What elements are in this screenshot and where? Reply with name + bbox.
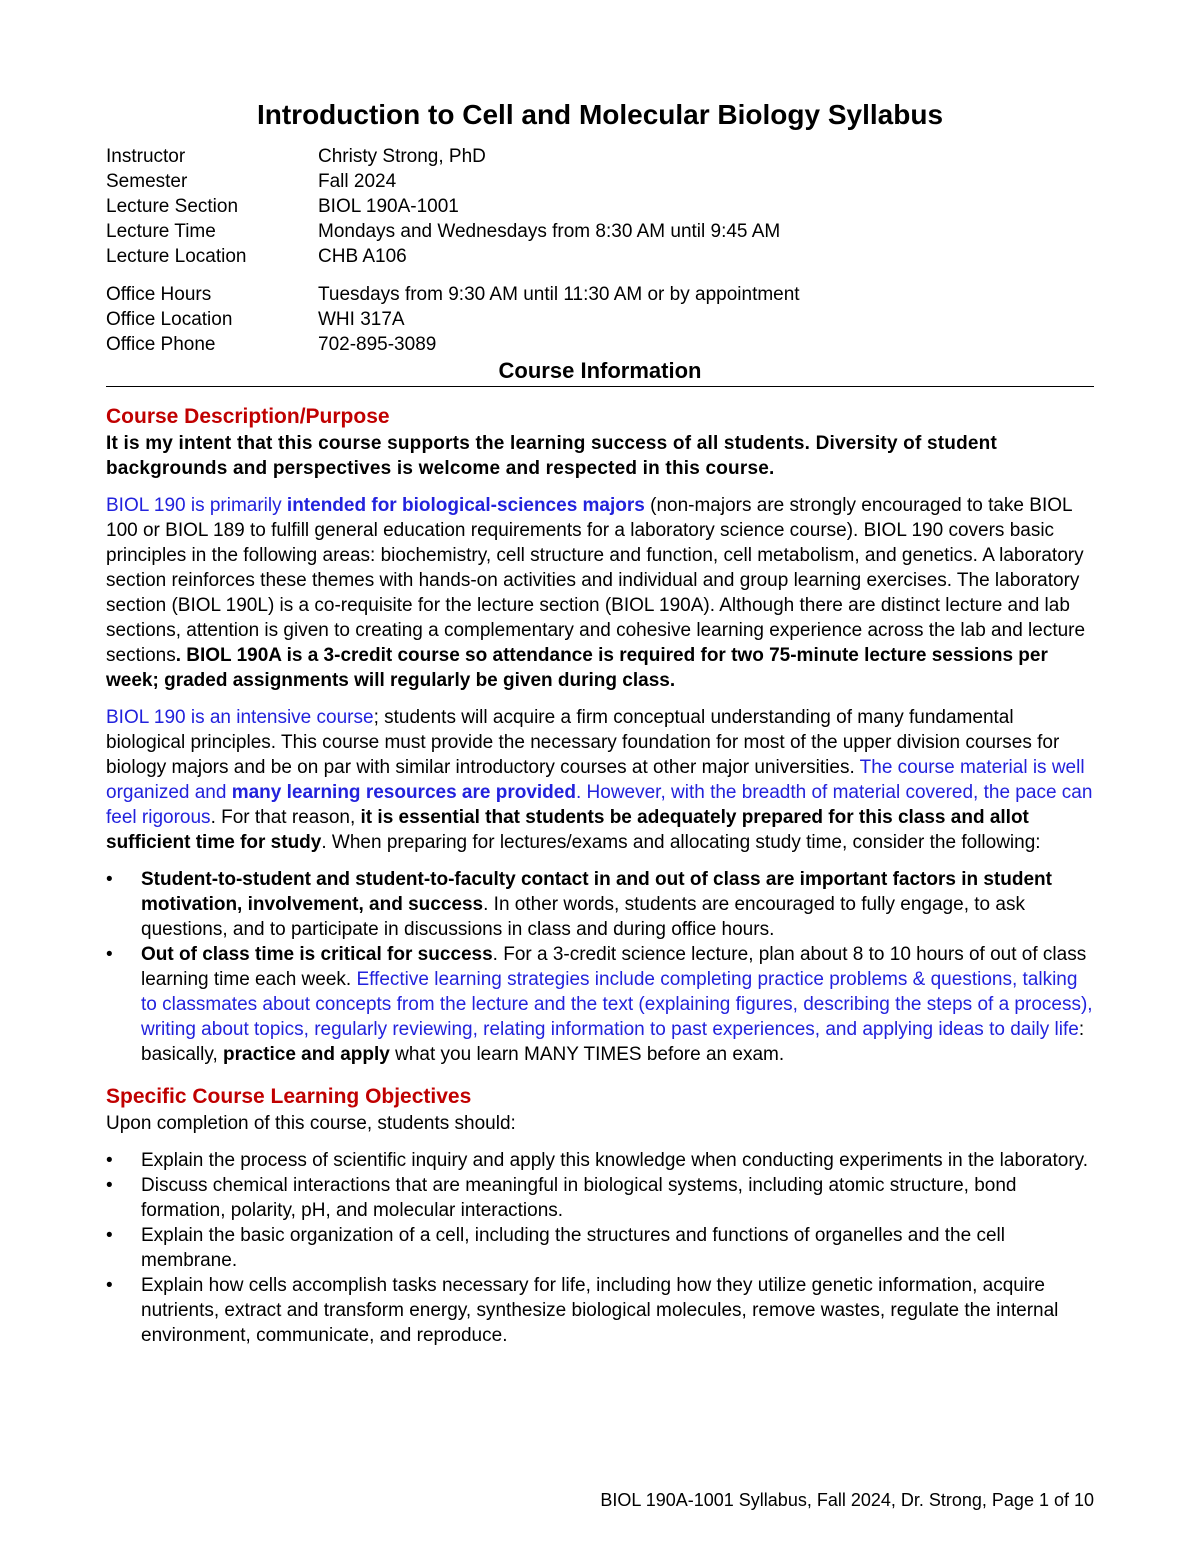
bullet-icon: • bbox=[106, 944, 113, 965]
info-value: Mondays and Wednesdays from 8:30 AM until 9:45 AM bbox=[318, 221, 781, 242]
intent-statement: It is my intent that this course supports the learning success of all students. Diversity of student backgrounds and perspectives is welcome and respected in this course. bbox=[106, 433, 998, 479]
text-run: BIOL 190 is primarily bbox=[106, 495, 287, 516]
objectives-list bbox=[106, 1148, 1094, 1348]
list-item bbox=[106, 1173, 1094, 1223]
text-run-emphasis: intended for biological-sciences majors bbox=[286, 495, 645, 516]
text-run: BIOL 190 is an intensive course bbox=[106, 707, 374, 728]
info-label: Lecture Location bbox=[106, 246, 247, 267]
text-run: : basically, bbox=[141, 1019, 1085, 1065]
description-paragraph-1 bbox=[106, 493, 1094, 693]
list-item bbox=[106, 867, 1094, 942]
info-label: Semester bbox=[106, 171, 188, 192]
list-item bbox=[106, 1223, 1094, 1273]
page-title: Introduction to Cell and Molecular Biology Syllabus bbox=[256, 99, 944, 130]
text-run: . However, with the breadth of material covered, the pace can feel rigorous bbox=[106, 782, 1093, 828]
info-label: Instructor bbox=[106, 146, 186, 167]
list-item bbox=[106, 1273, 1094, 1348]
list-item bbox=[106, 942, 1094, 1067]
text-run: ; students will acquire a firm conceptual understanding of many fundamental biological principles. This course must provide the necessary foundation for most of the upper division courses for biology majors and be on par with similar introductory courses at other major universities. bbox=[106, 707, 1060, 778]
objectives-intro: Upon completion of this course, students should: bbox=[106, 1113, 516, 1134]
info-label: Lecture Section bbox=[106, 196, 239, 217]
info-row-lecture-section bbox=[106, 194, 1094, 219]
info-row-office-location bbox=[106, 307, 1094, 332]
info-label: Lecture Time bbox=[106, 221, 216, 242]
text-run: Effective learning strategies include completing practice problems & questions, talking to classmates about concepts from the lecture and the text (explaining figures, describing the steps of a process), writing about topics, regularly reviewing, relating information to past experiences, and applying ideas to daily life bbox=[141, 969, 1093, 1040]
bullet-icon: • bbox=[106, 869, 113, 890]
course-description-heading: Course Description/Purpose bbox=[106, 405, 390, 428]
info-label: Office Hours bbox=[106, 284, 212, 305]
info-value: Fall 2024 bbox=[318, 171, 397, 192]
text-run: . When preparing for lectures/exams and allocating study time, consider the following: bbox=[321, 832, 1041, 853]
text-run: (non-majors are strongly encouraged to take BIOL 100 or BIOL 189 to fulfill general education requirements for a laboratory science course). BIOL 190 covers basic principles in the following areas: biochemistry, cell structure and function, cell metabolism, and genetics. A laboratory section reinforces these themes with hands-on activities and individual and group learning exercises. The laboratory section (BIOL 190L) is a co-requisite for the lecture section (BIOL 190A). Although there are distinct lecture and lab sections, attention is given to creating a complementary and cohesive learning experience across the lab and lecture sections bbox=[106, 495, 1086, 666]
info-value: WHI 317A bbox=[318, 309, 405, 330]
description-paragraph-2 bbox=[106, 705, 1094, 855]
text-run: . In other words, students are encouraged to fully engage, to ask questions, and to participate in discussions in class and during office hours. bbox=[141, 894, 1025, 940]
syllabus-page bbox=[106, 98, 1094, 1348]
text-run-emphasis: Out of class time is critical for success bbox=[141, 944, 493, 965]
text-run-emphasis: Student-to-student and student-to-faculty contact in and out of class are important factors in student motivation, involvement, and success bbox=[141, 869, 1052, 915]
list-item bbox=[106, 1148, 1094, 1173]
bullet-icon: • bbox=[106, 1225, 113, 1246]
info-row-lecture-time bbox=[106, 219, 1094, 244]
objective-text: Explain the basic organization of a cell, including the structures and functions of organelles and the cell membrane. bbox=[141, 1225, 1005, 1271]
info-row-office-hours bbox=[106, 282, 1094, 307]
info-row-lecture-location bbox=[106, 244, 1094, 269]
info-row-semester bbox=[106, 169, 1094, 194]
text-run-emphasis: it is essential that students be adequately prepared for this class and allot sufficient time for study bbox=[106, 807, 1029, 853]
text-run: . For a 3-credit science lecture, plan about 8 to 10 hours of out of class learning time each week. bbox=[141, 944, 1087, 990]
text-run: what you learn MANY TIMES before an exam. bbox=[389, 1044, 785, 1065]
objective-text: Explain the process of scientific inquiry and apply this knowledge when conducting experiments in the laboratory. bbox=[141, 1150, 1089, 1171]
info-value: BIOL 190A-1001 bbox=[318, 196, 459, 217]
bullet-icon: • bbox=[106, 1175, 113, 1196]
info-value: 702-895-3089 bbox=[318, 334, 437, 355]
bullet-icon: • bbox=[106, 1275, 113, 1296]
learning-objectives-heading: Specific Course Learning Objectives bbox=[106, 1085, 472, 1108]
text-run-emphasis: many learning resources are provided bbox=[231, 782, 576, 803]
bullet-icon: • bbox=[106, 1150, 113, 1171]
text-run: The course material is well organized and bbox=[106, 757, 1085, 803]
objective-text: Explain how cells accomplish tasks necessary for life, including how they utilize genetic information, acquire nutrients, extract and transform energy, synthesize biological molecules, remove wastes, regulate the internal environment, communicate, and reproduce. bbox=[141, 1275, 1059, 1346]
objective-text: Discuss chemical interactions that are meaningful in biological systems, including atomic structure, bond formation, polarity, pH, and molecular interactions. bbox=[141, 1175, 1017, 1221]
info-value: Tuesdays from 9:30 AM until 11:30 AM or by appointment bbox=[318, 284, 800, 305]
info-value: Christy Strong, PhD bbox=[318, 146, 486, 167]
study-tips-list bbox=[106, 867, 1094, 1067]
text-run-emphasis: practice and apply bbox=[223, 1044, 390, 1065]
info-row-office-phone bbox=[106, 332, 1094, 357]
info-spacer bbox=[106, 269, 1094, 282]
section-divider bbox=[106, 386, 1094, 387]
course-info-table bbox=[106, 144, 1094, 357]
info-value: CHB A106 bbox=[318, 246, 407, 267]
info-label: Office Phone bbox=[106, 334, 216, 355]
text-run: . For that reason, bbox=[210, 807, 361, 828]
info-row-instructor bbox=[106, 144, 1094, 169]
course-information-heading: Course Information bbox=[498, 358, 702, 383]
info-label: Office Location bbox=[106, 309, 233, 330]
page-footer: BIOL 190A-1001 Syllabus, Fall 2024, Dr. Strong, Page 1 of 10 bbox=[600, 1490, 1094, 1510]
text-run-emphasis: . BIOL 190A is a 3-credit course so attendance is required for two 75-minute lecture sessions per week; graded assignments will regularly be given during class. bbox=[106, 645, 1048, 691]
